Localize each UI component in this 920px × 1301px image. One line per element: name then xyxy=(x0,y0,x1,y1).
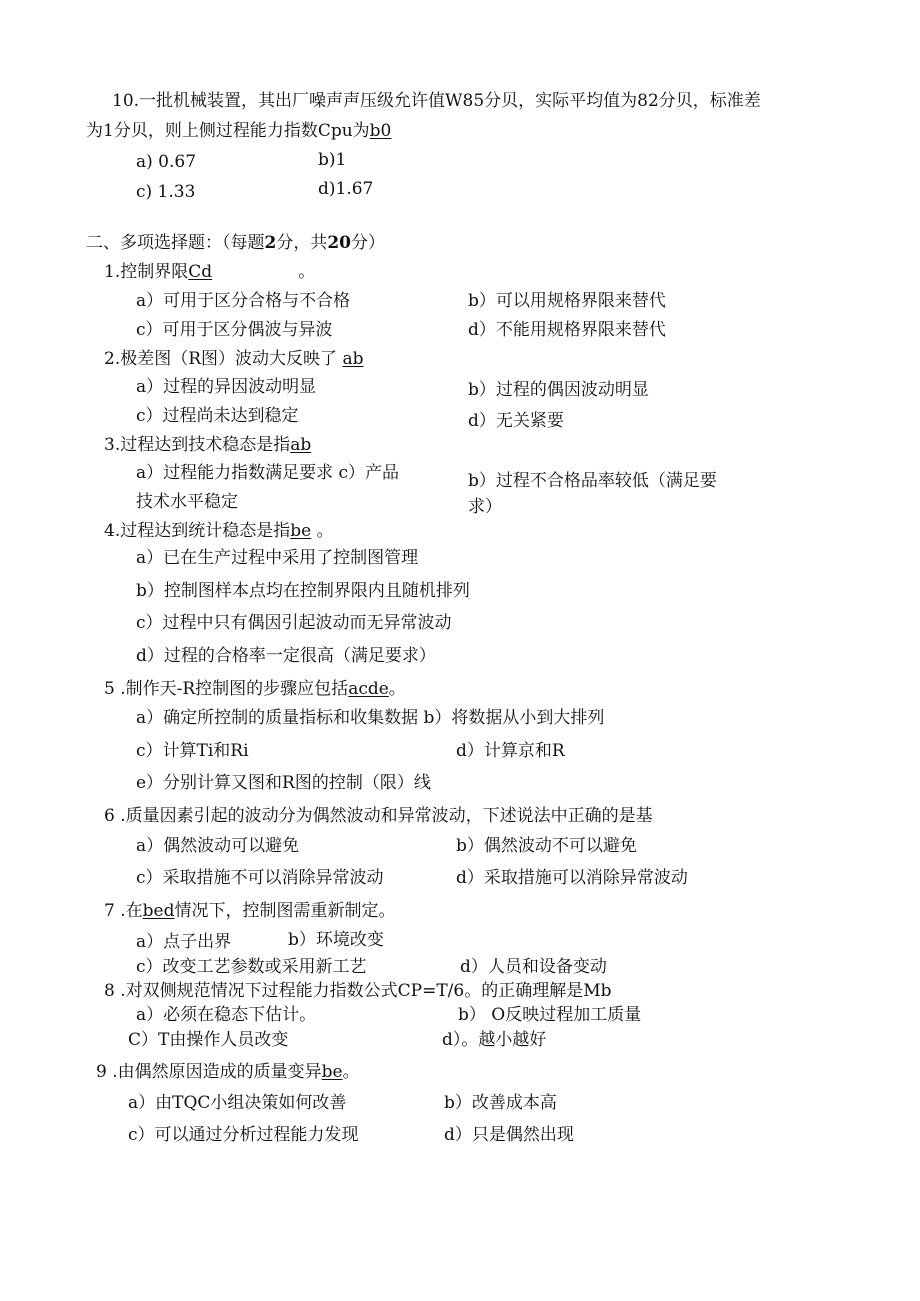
mq3-option-c-cont: 技术水平稳定 xyxy=(136,492,238,512)
mq2-option-c: c）过程尚未达到稳定 xyxy=(136,406,299,426)
mq7-option-c: c）改变工艺参数或采用新工艺 xyxy=(136,957,367,977)
section2-head: 二、多项选择题：（每题 xyxy=(86,233,265,253)
mq9-stem-text: .由偶然原因造成的质量变异 xyxy=(112,1062,322,1082)
mq6-stem-text: .质量因素引起的波动分为偶然波动和异常波动，下述说法中正确的是基 xyxy=(120,806,653,826)
mq1-option-d: d）不能用规格界限来替代 xyxy=(468,320,666,340)
mq3-stem-text: 3.过程达到技术稳态是指 xyxy=(104,435,291,455)
mq5-option-c: c）计算Ti和Ri xyxy=(136,741,249,761)
mq5-option-d: d）计算京和R xyxy=(456,741,565,761)
mq3-option-a-c: a）过程能力指数满足要求 c）产品 xyxy=(136,463,400,483)
mq4-end: 。 xyxy=(316,521,334,541)
mq2-answer: ab xyxy=(342,349,364,369)
mq7-option-d: d）人员和设备变动 xyxy=(460,957,607,977)
mq8-num: 8 xyxy=(104,981,115,1001)
mq4-option-b: b）控制图样本点均在控制界限内且随机排列 xyxy=(136,581,470,601)
mq2-stem-text: 2.极差图（R图）波动大反映了 xyxy=(104,349,338,369)
mq7-answer: bed xyxy=(142,901,175,921)
section2-total: 20 xyxy=(327,233,352,253)
mq8-option-c: C）T由操作人员改变 xyxy=(128,1030,289,1050)
mq7-option-a: a）点子出界 xyxy=(136,932,232,952)
mq9-stem xyxy=(96,1061,360,1083)
mq4-option-c: c）过程中只有偶因引起波动而无异常波动 xyxy=(136,613,452,633)
mq1-answer: Cd xyxy=(188,262,213,282)
mq1-stem-text: 1.控制界限 xyxy=(104,262,189,282)
mq5-num: 5 xyxy=(104,679,115,699)
mq9-option-c: c）可以通过分析过程能力发现 xyxy=(128,1125,359,1145)
mq2-option-a: a）过程的异因波动明显 xyxy=(136,377,317,397)
mq4-answer: be xyxy=(290,521,312,541)
mq5-stem-text: .制作天-R控制图的步骤应包括 xyxy=(120,679,349,699)
mq1-stem xyxy=(104,261,315,283)
mq7-option-b: b）环境改变 xyxy=(288,930,384,950)
mq8-stem xyxy=(104,980,612,1002)
mq2-option-d: d）无关紧要 xyxy=(468,411,564,431)
q10-stem-line1: 10.一批机械装置，其出厂噪声声压级允许值W85分贝，实际平均值为82分贝，标准差 xyxy=(112,91,761,111)
q10-stem-line2 xyxy=(86,120,391,142)
mq7-stem-pre: .在 xyxy=(120,901,143,921)
mq5-end: 。 xyxy=(388,679,406,699)
mq4-stem xyxy=(104,520,334,542)
mq3-stem xyxy=(104,434,311,456)
mq5-answer: acde xyxy=(348,679,389,699)
mq6-num: 6 xyxy=(104,806,115,826)
mq9-num: 9 xyxy=(96,1062,107,1082)
mq6-option-c: c）采取措施不可以消除异常波动 xyxy=(136,868,384,888)
mq3-option-b-cont: 求） xyxy=(468,497,502,517)
mq9-option-a: a）由TQC小组决策如何改善 xyxy=(128,1093,347,1113)
mq5-stem xyxy=(104,678,406,700)
mq9-option-b: b）改善成本高 xyxy=(444,1093,557,1113)
mq9-end: 。 xyxy=(342,1062,360,1082)
mq3-option-b: b）过程不合格品率较低（满足要 xyxy=(468,471,717,491)
mq4-option-d: d）过程的合格率一定很高（满足要求） xyxy=(136,646,436,666)
mq2-stem xyxy=(104,348,363,370)
mq2-option-b: b）过程的偶因波动明显 xyxy=(468,380,649,400)
mq6-option-b: b）偶然波动不可以避免 xyxy=(456,836,637,856)
mq1-option-b: b）可以用规格界限来替代 xyxy=(468,291,666,311)
mq1-end: 。 xyxy=(298,262,316,282)
mq8-option-b: b） O反映过程加工质量 xyxy=(458,1005,642,1025)
mq4-stem-text: 4.过程达到统计稳态是指 xyxy=(104,521,291,541)
mq3-answer: ab xyxy=(290,435,312,455)
mq1-option-c: c）可用于区分偶波与异波 xyxy=(136,320,333,340)
mq7-stem xyxy=(104,900,395,922)
q10-option-c: c) 1.33 xyxy=(136,182,196,202)
mq5-option-a-b: a）确定所控制的质量指标和收集数据 b）将数据从小到大排列 xyxy=(136,708,605,728)
mq8-option-d: d）。越小越好 xyxy=(442,1030,547,1050)
mq6-option-a: a）偶然波动可以避免 xyxy=(136,836,300,856)
mq7-num: 7 xyxy=(104,901,115,921)
mq8-stem-text: .对双侧规范情况下过程能力指数公式CP=T/6。的正确理解是Mb xyxy=(120,981,612,1001)
q10-option-a: a) 0.67 xyxy=(136,152,197,172)
mq9-option-d: d）只是偶然出现 xyxy=(444,1125,574,1145)
section2-points: 2 xyxy=(264,233,277,253)
mq5-option-e: e）分别计算又图和R图的控制（限）线 xyxy=(136,773,431,793)
q10-stem-prefix: 为1分贝，则上侧过程能力指数Cpu为 xyxy=(86,121,370,141)
section2-mid: 分，共 xyxy=(276,233,328,253)
mq6-stem xyxy=(104,805,653,827)
section2-heading xyxy=(86,232,385,254)
q10-option-b: b)1 xyxy=(318,150,347,170)
q10-answer: b0 xyxy=(369,121,392,141)
mq9-answer: be xyxy=(321,1062,343,1082)
q10-option-d: d)1.67 xyxy=(318,179,374,199)
section2-tail: 分） xyxy=(351,233,386,253)
mq6-option-d: d）采取措施可以消除异常波动 xyxy=(456,868,688,888)
mq4-option-a: a）已在生产过程中采用了控制图管理 xyxy=(136,548,419,568)
mq1-option-a: a）可用于区分合格与不合格 xyxy=(136,291,351,311)
mq8-option-a: a）必须在稳态下估计。 xyxy=(136,1005,317,1025)
mq7-stem-post: 情况下，控制图需重新制定。 xyxy=(174,901,396,921)
